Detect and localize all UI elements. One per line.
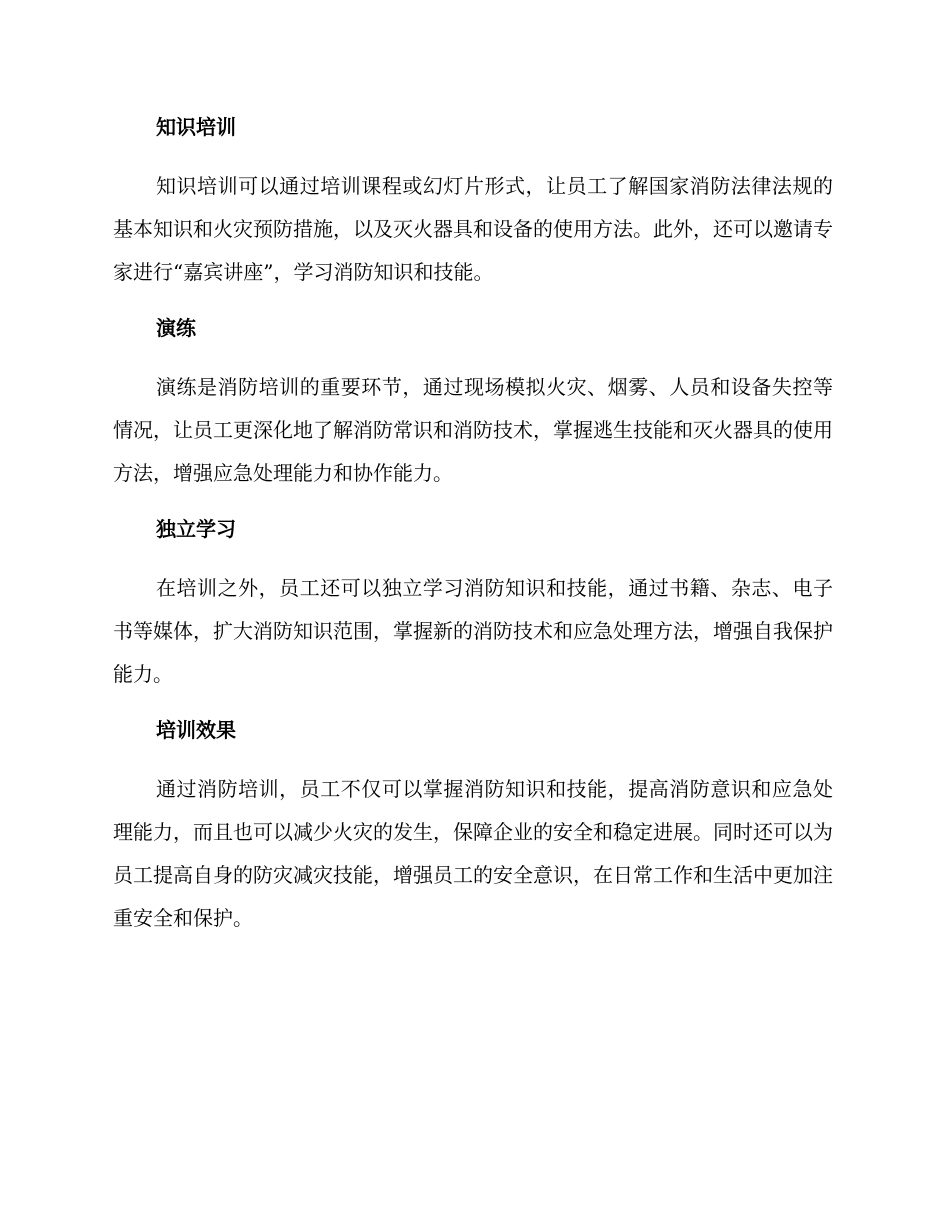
section-heading: 独立学习 — [156, 517, 236, 541]
document-page — [113, 109, 833, 940]
section-drill — [113, 310, 833, 511]
section-heading: 知识培训 — [156, 115, 236, 139]
section-training-effect — [113, 712, 833, 940]
section-paragraph: 知识培训可以通过培训课程或幻灯片形式，让员工了解国家消防法律法规的基本知识和火灾预防措施，以及灭火器具和设备的使用方法。此外，还可以邀请专家进行“嘉宾讲座”，学习消防知识和技能。 — [113, 174, 833, 284]
section-heading: 培训效果 — [156, 718, 236, 742]
section-heading: 演练 — [156, 316, 196, 340]
section-knowledge-training — [113, 109, 833, 310]
section-paragraph: 通过消防培训，员工不仅可以掌握消防知识和技能，提高消防意识和应急处理能力，而且也可以减少火灾的发生，保障企业的安全和稳定进展。同时还可以为员工提高自身的防灾减灾技能，增强员工的安全意识，在日常工作和生活中更加注重安全和保护。 — [113, 777, 833, 930]
section-paragraph: 演练是消防培训的重要环节，通过现场模拟火灾、烟雾、人员和设备失控等情况，让员工更深化地了解消防常识和消防技术，掌握逃生技能和灭火器具的使用方法，增强应急处理能力和协作能力。 — [113, 375, 833, 485]
section-independent-study — [113, 511, 833, 712]
section-paragraph: 在培训之外，员工还可以独立学习消防知识和技能，通过书籍、杂志、电子书等媒体，扩大消防知识范围，掌握新的消防技术和应急处理方法，增强自我保护能力。 — [113, 576, 833, 686]
